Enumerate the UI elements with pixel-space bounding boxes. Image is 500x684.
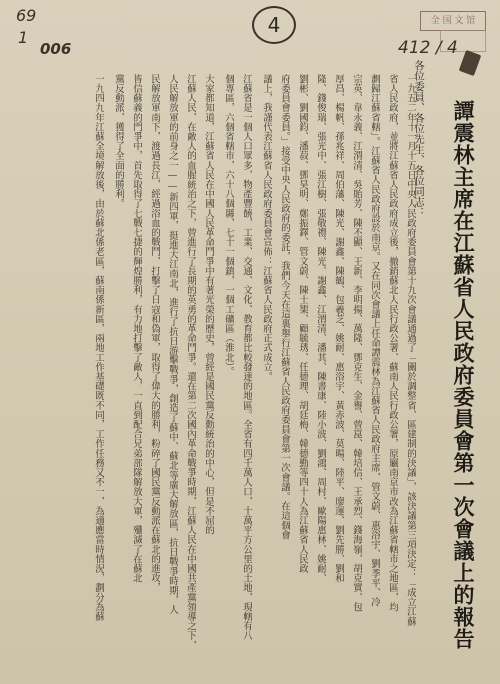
text-line: 隆、錢俊瑞、張光中、張江樹、張敬禮、陳光、謝鑫、江渭清、潘其、陳書康、陸小波、劉鴻、周村、歐陽惠林、姚耐、 <box>315 74 326 583</box>
text-line: 宗英、韋永義、江渭清、吳貽芳、陳丕顯、王新、李明揚、萬隆、鄧克生、金譽、曾崑、韓培信、王承烈、錢海嶺、胡克實、包 <box>351 74 362 612</box>
handwritten-sub-number: 1 <box>18 28 29 47</box>
text-line: 大家都知道，江蘇省人民在中國人民革命鬥爭中有著光榮的歷史，曾經是國民黨反動統治的中心，但是不屈的 <box>203 74 214 535</box>
handwritten-number: 69 <box>16 6 37 25</box>
handwritten-page-number: 412 / 4 <box>398 38 458 58</box>
text-line: 議上，我謹代表江蘇省人民政府委員會宣佈：江蘇省人民政府正式成立。 <box>261 74 272 382</box>
text-line: 劉彬、劉國鈞、潘菽、鄧昊明、鄭振鐸、管文蔚、陳士榘、顧毓琇、任德理、胡廷梅、韓德勤等四十人為江蘇省人民政 <box>297 74 308 574</box>
text-line: 江蘇省是一個人口眾多，物產豐饒，工業、交通、文化、教育都比較發達的地區。全省有四千萬人口，十萬平方公里的土地，現轄有八 <box>241 74 252 641</box>
handwritten-left-number: 006 <box>40 40 72 58</box>
archive-stamp: 全 国 文 馆 <box>420 11 486 31</box>
text-line: 劃歸江蘇省轄」。江蘇省人民政府設於南京。又在同次會議上任命譚震林為江蘇省人民政府主席，管文蔚、惠浴宇、劉季平、冷 <box>369 74 380 607</box>
text-line: 個專區，六個省轄市，六十八個縣，七十一個鎮，一個工礦區（淮北）。 <box>223 74 234 377</box>
circled-number: 4 <box>252 6 296 44</box>
text-line: 江蘇人民，在敵人的血腥統治之下，曾進行了長期的英勇的革命鬥爭。還在第二次國內革命戰爭時期，江蘇人民在中國共產黨領導之下， <box>185 74 196 650</box>
text-line: 一九五二年十一月十五日中央人民政府委員會第十九次會議通過了「關於調整省、區建制的決議」，該決議第三項決定：「成立江蘇 <box>405 74 416 626</box>
text-line: 民解放軍南下，渡過長江，經過浴血的戰鬥，打擊了日寇和偽軍，取得了偉大的勝利，粉碎了國民黨反動派在蘇北的進攻， <box>149 74 160 593</box>
text-line: 厚昌、楊帆、孫兆祥、周伯藩、陳光、謝鑫、陳鶴、包羲芝、姚耐、惠浴宇、黃赤波、莫暘、陸平、廖運、劉先勝、劉和 <box>333 74 344 583</box>
document-title: 譚震林主席在江蘇省人民政府委員會第一次會議上的報告 <box>451 100 476 650</box>
text-line: 皆信蘇義的門爭中，首先取得了七戰七捷的輝煌勝利，有力地打擊了敵人，一直到配合兄弟部隊解放大軍，殲滅了在蘇北 <box>131 74 142 583</box>
text-line: 黨反動派，獲得了全面的勝利。 <box>113 74 124 209</box>
handwritten-mark <box>459 50 482 76</box>
text-line: 人民解放軍的前身之一——新四軍，挺進大江南北，進行了抗日游擊戰爭，創造了蘇中、蘇北等廣大解放區，抗日戰爭時期，人 <box>167 74 178 615</box>
text-line: 省人民政府，並將江蘇省人民政府成立後，撤銷蘇北人民行政公署、蘇南人民行政公署，原屬南京市改為江蘇省轄市之地區，均 <box>387 74 398 612</box>
text-line: 一九四九年江蘇全境解放後，由於蘇北係老區，蘇南係新區，兩地工作基礎既不同，工作任務又不一，為適應當時情況，劃分為蘇 <box>93 74 104 622</box>
greeting-line: 各位委員、各位先生、各位同志： <box>413 60 425 218</box>
text-line: 府委員會委員。」接受中央人民政府的委託，我們今天在這裏舉行江蘇省人民政府委員會第一次會議。在這個會 <box>279 74 290 540</box>
